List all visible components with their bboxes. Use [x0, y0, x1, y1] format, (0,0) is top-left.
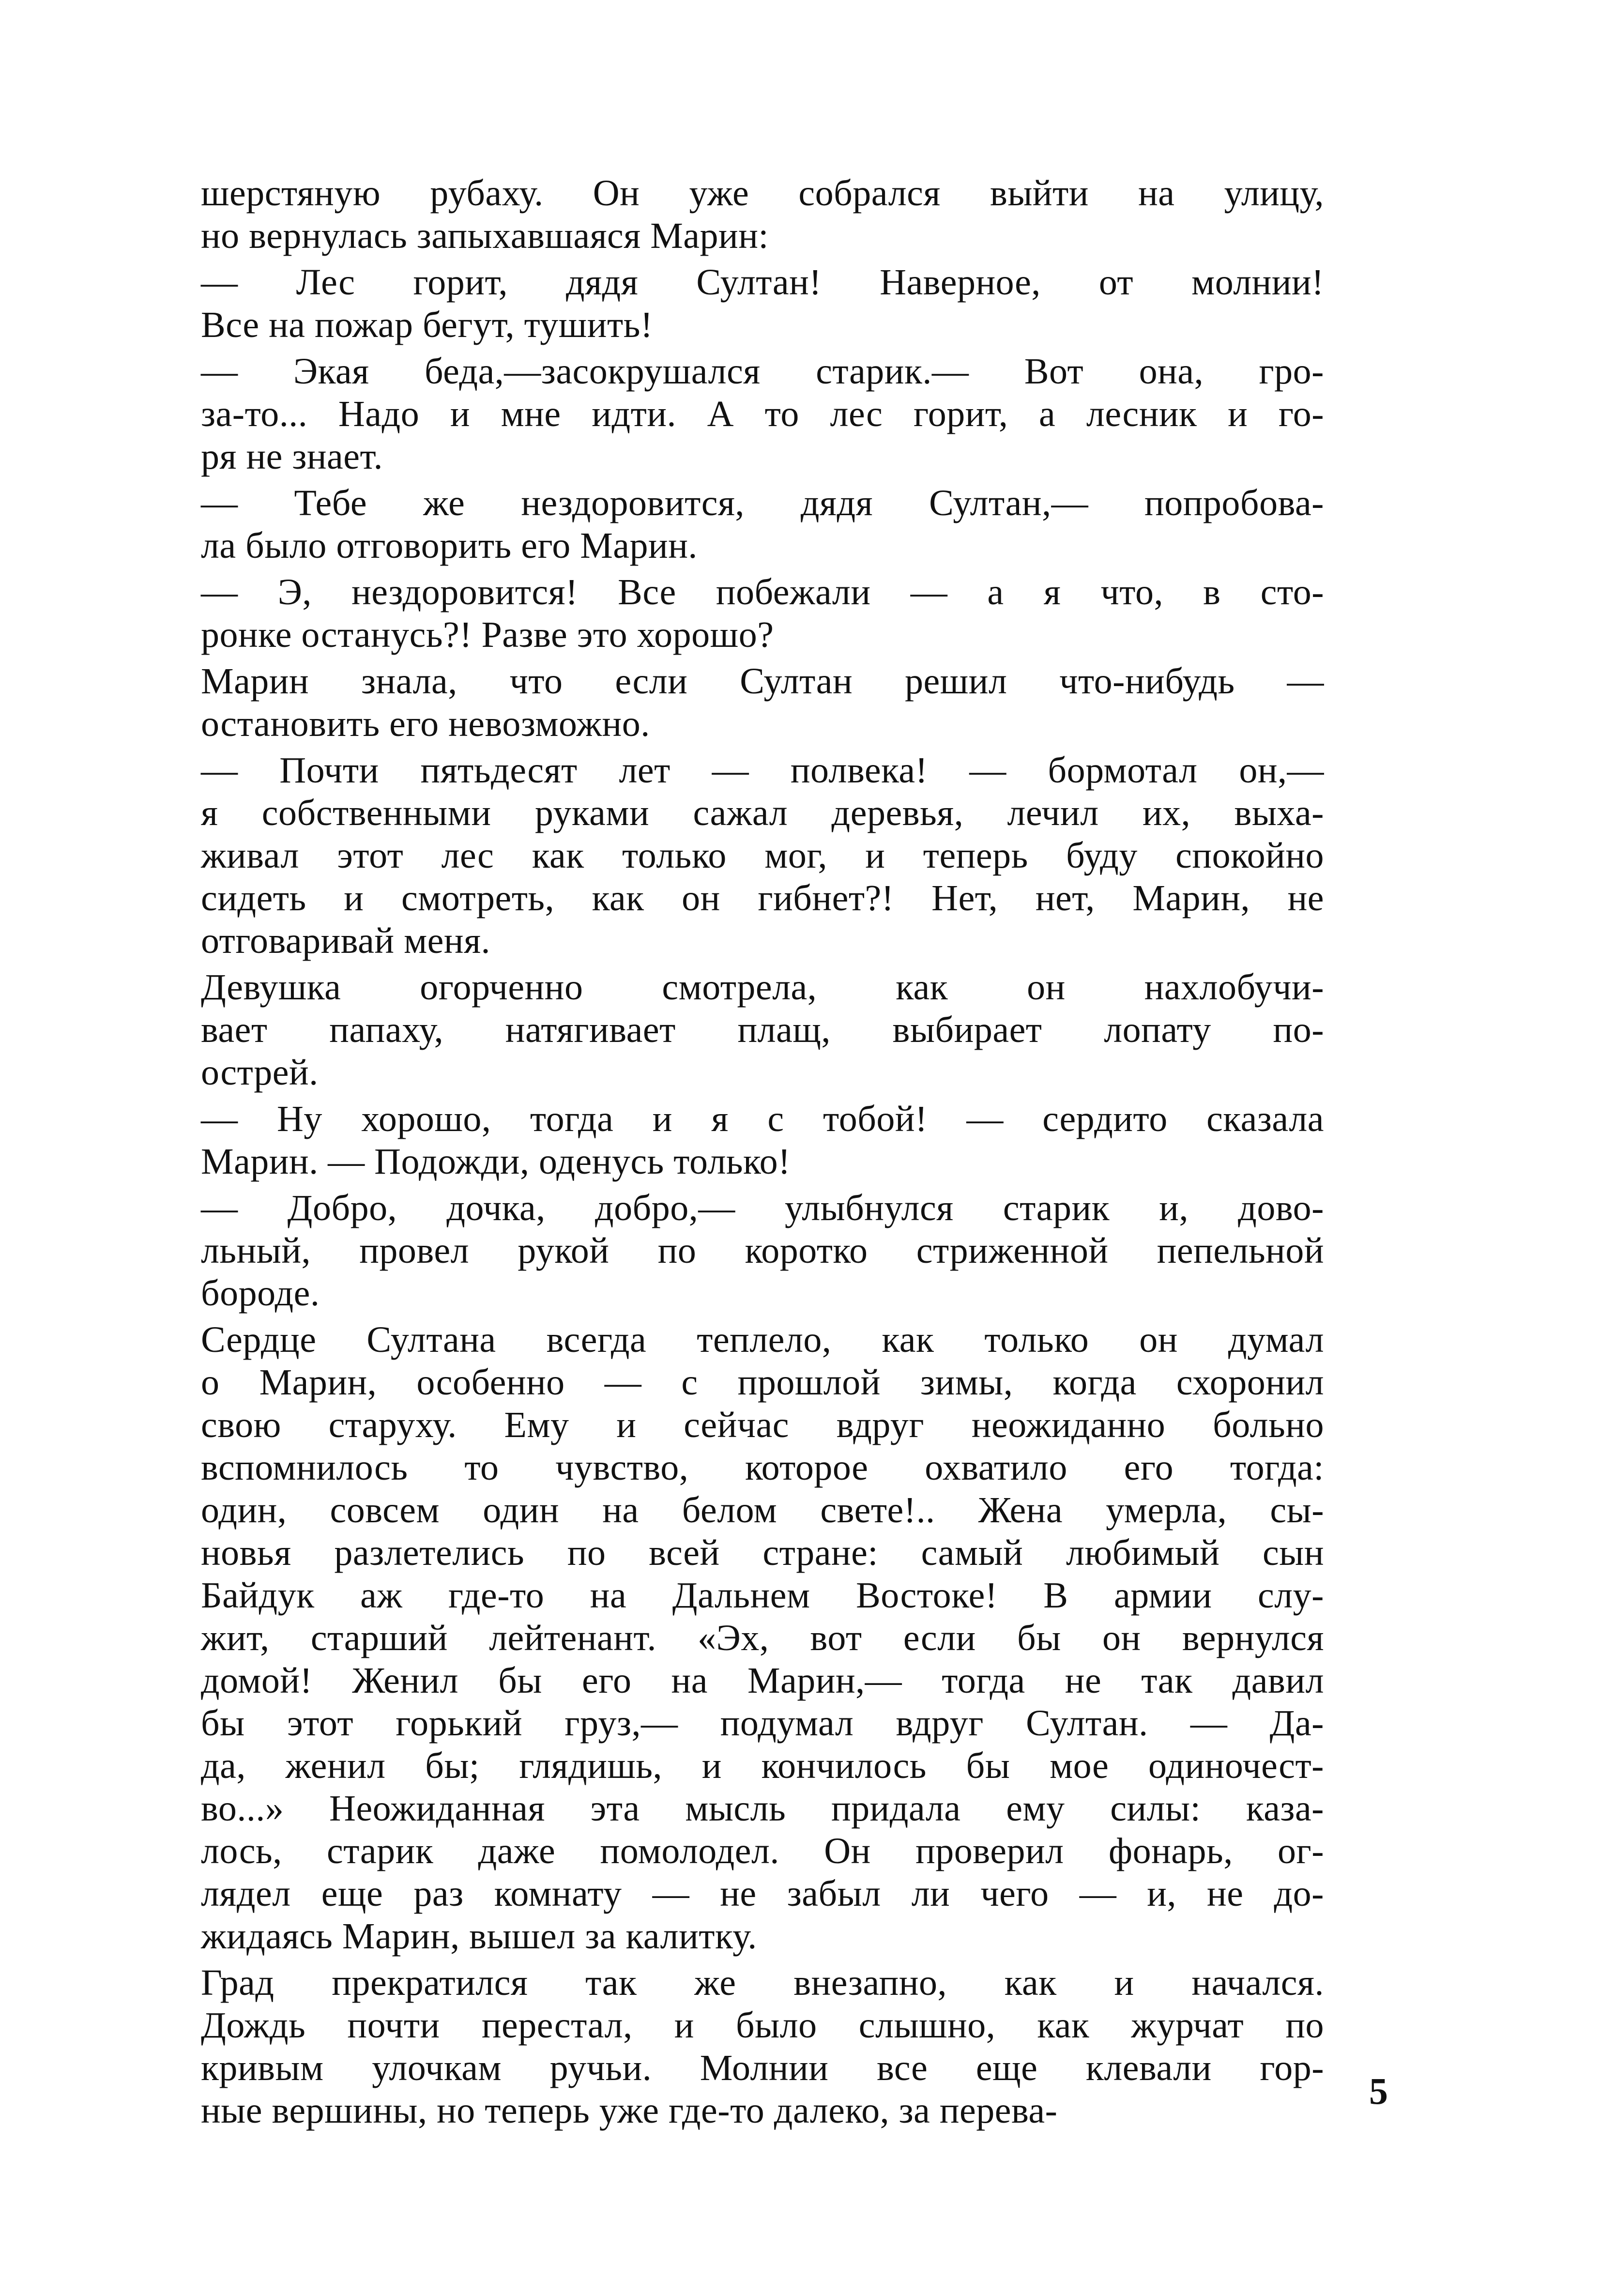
text-line: сидеть и смотреть, как он гибнет?! Нет, нет, Марин, не	[201, 878, 1324, 918]
text-line: ные вершины, но теперь уже где-то далеко, за перева-	[201, 2090, 1058, 2131]
paragraph	[201, 1098, 1324, 1183]
text-line: новья разлетелись по всей стране: самый любимый сын	[201, 1532, 1324, 1573]
text-line: шерстяную рубаху. Он уже собрался выйти на улицу,	[201, 173, 1324, 214]
paragraph	[201, 1187, 1324, 1315]
text-line: Град прекратился так же внезапно, как и начался.	[201, 1962, 1324, 2003]
text-line: Байдук аж где-то на Дальнем Востоке! В армии слу-	[201, 1575, 1324, 1616]
text-line: один, совсем один на белом свете!.. Жена умерла, сы-	[201, 1490, 1324, 1531]
text-line: — Э, нездоровится! Все побежали — а я что, в сто-	[201, 572, 1324, 612]
text-line: Все на пожар бегут, тушить!	[201, 305, 653, 345]
text-line: отговаривай меня.	[201, 920, 491, 961]
text-line: о Марин, особенно — с прошлой зимы, когда схоронил	[201, 1362, 1324, 1403]
paragraph	[201, 966, 1324, 1094]
text-line: вспомнилось то чувство, которое охватило его тогда:	[201, 1447, 1324, 1488]
paragraph	[201, 261, 1324, 346]
text-line: — Почти пятьдесят лет — полвека! — бормотал он,—	[201, 750, 1324, 791]
text-line: во...» Неожиданная эта мысль придала ему силы: каза-	[201, 1788, 1324, 1829]
text-line: ла было отговорить его Марин.	[201, 525, 698, 566]
paragraph	[201, 350, 1324, 478]
text-line: — Экая беда,—засокрушался старик.— Вот она, гро-	[201, 351, 1324, 392]
text-line: Марин. — Подожди, оденусь только!	[201, 1141, 791, 1182]
text-line: ронке останусь?! Разве это хорошо?	[201, 614, 774, 655]
text-line: вает папаху, натягивает плащ, выбирает лопату по-	[201, 1010, 1324, 1050]
text-line: льный, провел рукой по коротко стриженной пепельной	[201, 1230, 1324, 1271]
text-line: свою старуху. Ему и сейчас вдруг неожиданно больно	[201, 1405, 1324, 1445]
text-line: за-то... Надо и мне идти. А то лес горит, а лесник и го-	[201, 394, 1324, 434]
paragraph	[201, 660, 1324, 745]
text-line: остановить его невозможно.	[201, 704, 650, 744]
text-line: лось, старик даже помолодел. Он проверил фонарь, ог-	[201, 1831, 1324, 1871]
text-line: Дождь почти перестал, и было слышно, как журчат по	[201, 2005, 1324, 2046]
text-line: но вернулась запыхавшаяся Марин:	[201, 215, 769, 256]
text-line: Сердце Султана всегда теплело, как только он думал	[201, 1319, 1324, 1360]
paragraph	[201, 172, 1324, 257]
text-line: ря не знает.	[201, 436, 383, 477]
text-line: острей.	[201, 1052, 319, 1093]
paragraph	[201, 749, 1324, 962]
text-line: — Тебе же нездоровится, дядя Султан,— попробова-	[201, 483, 1324, 523]
text-line: жит, старший лейтенант. «Эх, вот если бы он вернулся	[201, 1618, 1324, 1658]
text-line: да, женил бы; глядишь, и кончилось бы мое одиночест-	[201, 1745, 1324, 1786]
paragraph	[201, 1961, 1324, 2132]
paragraph	[201, 571, 1324, 656]
text-line: Девушка огорченно смотрела, как он нахлобучи-	[201, 967, 1324, 1008]
text-line: бороде.	[201, 1273, 320, 1314]
text-line: — Лес горит, дядя Султан! Наверное, от молнии!	[201, 262, 1324, 303]
text-line: я собственными руками сажал деревья, лечил их, выха-	[201, 793, 1324, 833]
text-line: — Ну хорошо, тогда и я с тобой! — сердито сказала	[201, 1099, 1324, 1139]
paragraph	[201, 482, 1324, 567]
text-line: — Добро, дочка, добро,— улыбнулся старик и, дово-	[201, 1188, 1324, 1228]
page-number: 5	[1369, 2070, 1388, 2112]
text-line: жидаясь Марин, вышел за калитку.	[201, 1916, 757, 1957]
body-text	[201, 172, 1324, 2132]
text-line: Марин знала, что если Султан решил что-нибудь —	[201, 661, 1324, 702]
text-line: домой! Женил бы его на Марин,— тогда не так давил	[201, 1660, 1324, 1701]
text-line: лядел еще раз комнату — не забыл ли чего — и, не до-	[201, 1873, 1324, 1914]
text-line: кривым улочкам ручьи. Молнии все еще клевали гор-	[201, 2048, 1324, 2088]
text-line: живал этот лес как только мог, и теперь буду спокойно	[201, 835, 1324, 876]
paragraph	[201, 1318, 1324, 1958]
text-line: бы этот горький груз,— подумал вдруг Султан. — Да-	[201, 1703, 1324, 1744]
